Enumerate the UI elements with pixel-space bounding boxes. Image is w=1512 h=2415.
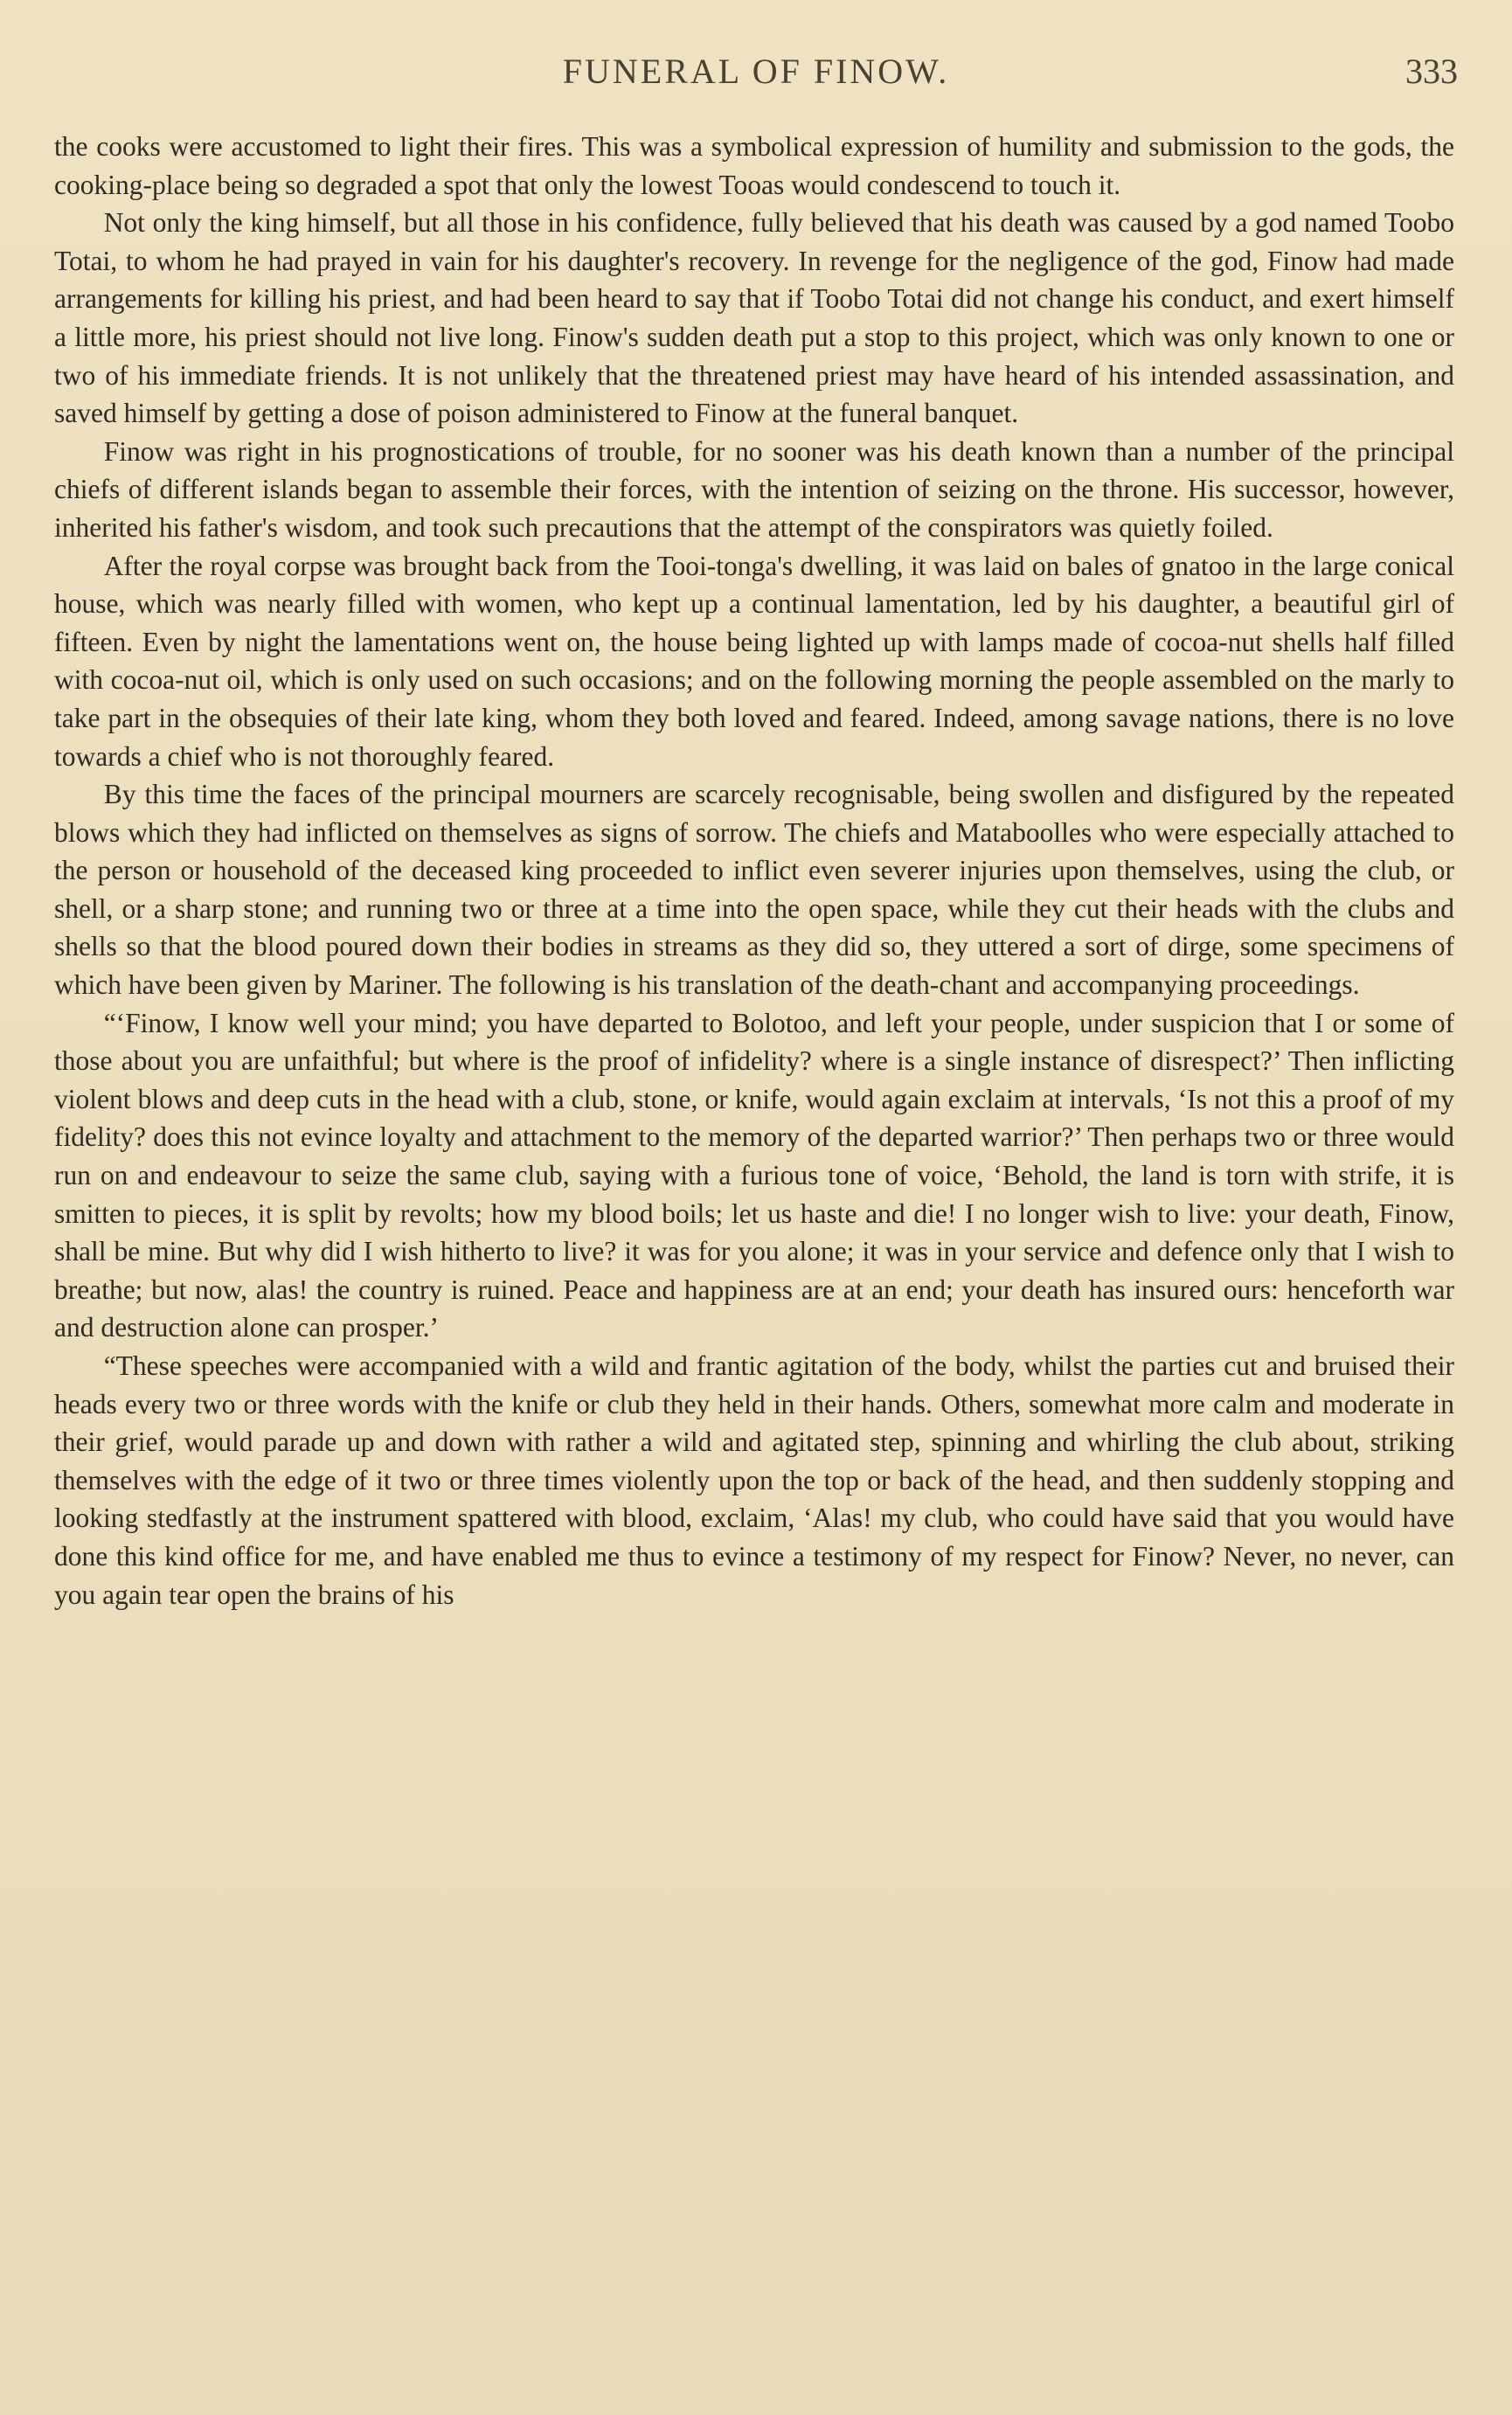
paragraph-5: By this time the faces of the principal mourners are scarcely recognisable, being swollen and disfigured by the repeated blows which they had inflicted on themselves as signs of sorrow. The chiefs and Mataboolles who were especially attached to the person or household of the deceased king proceeded to inflict even severer injuries upon themselves, using the club, or shell, or a sharp stone; and running two or three at a time into the open space, while they cut their heads with the clubs and shells so that the blood poured down their bodies in streams as they did so, they uttered a sort of dirge, some specimens of which have been given by Mariner. The following is his translation of the death-chant and accompanying proceedings. — [54, 779, 1454, 1001]
paragraph-1: the cooks were accustomed to light their fires. This was a symbolical expression of humility and submission to the gods, the cooking-place being so degraded a spot that only the lowest Tooas would condescend to touch it. — [54, 131, 1454, 200]
page-header — [54, 51, 1458, 103]
paragraph-3: Finow was right in his prognostications of trouble, for no sooner was his death known than a number of the principal chiefs of different islands began to assemble their forces, with the intention of seizing on the throne. His successor, however, inherited his father's wisdom, and took such precautions that the attempt of the conspirators was quietly foiled. — [54, 435, 1454, 543]
page-number: 333 — [1405, 52, 1458, 91]
body-text — [54, 128, 1454, 1613]
running-head: FUNERAL OF FINOW. — [562, 52, 950, 91]
paragraph-2: Not only the king himself, but all those in his confidence, fully believed that his death was caused by a god named Toobo Totai, to whom he had prayed in vain for his daughter's recovery. In revenge for the negligence of the god, Finow had made arrangements for killing his priest, and had been heard to say that if Toobo Totai did not change his conduct, and exert himself a little more, his priest should not live long. Finow's sudden death put a stop to this project, which was only known to one or two of his immediate friends. It is not unlikely that the threatened priest may have heard of his intended assassination, and saved himself by getting a dose of poison administered to Finow at the funeral banquet. — [54, 207, 1454, 429]
paragraph-6: “‘Finow, I know well your mind; you have departed to Bolotoo, and left your people, under suspicion that I or some of those about you are unfaithful; but where is the proof of infidelity? where is a single instance of disrespect?’ Then inflicting violent blows and deep cuts in the head with a club, stone, or knife, would again exclaim at intervals, ‘Is not this a proof of my fidelity? does this not evince loyalty and attachment to the memory of the departed warrior?’ Then perhaps two or three would run on and endeavour to seize the same club, saying with a furious tone of voice, ‘Behold, the land is torn with strife, it is smitten to pieces, it is split by revolts; how my blood boils; let us haste and die! I no longer wish to live: your death, Finow, shall be mine. But why did I wish hitherto to live? it was for you alone; it was in your service and defence only that I wish to breathe; but now, alas! the country is ruined. Peace and happiness are at an end; your death has insured ours: henceforth war and destruction alone can prosper.’ — [54, 1007, 1454, 1343]
paragraph-7: “These speeches were accompanied with a wild and frantic agitation of the body, whilst the parties cut and bruised their heads every two or three words with the knife or club they held in their hands. Others, somewhat more calm and moderate in their grief, would parade up and down with rather a wild and agitated step, spinning and whirling the club about, striking themselves with the edge of it two or three times violently upon the top or back of the head, and then suddenly stopping and looking stedfastly at the instrument spattered with blood, exclaim, ‘Alas! my club, who could have said that you would have done this kind office for me, and have enabled me thus to evince a testimony of my respect for Finow? Never, no never, can you again tear open the brains of his — [54, 1350, 1454, 1610]
paragraph-4: After the royal corpse was brought back from the Tooi-tonga's dwelling, it was laid on bales of gnatoo in the large conical house, which was nearly filled with women, who kept up a continual lamentation, led by his daughter, a beautiful girl of fifteen. Even by night the lamentations went on, the house being lighted up with lamps made of cocoa-nut shells half filled with cocoa-nut oil, which is only used on such occasions; and on the following morning the people assembled on the marly to take part in the obsequies of their late king, whom they both loved and feared. Indeed, among savage nations, there is no love towards a chief who is not thoroughly feared. — [54, 550, 1454, 772]
